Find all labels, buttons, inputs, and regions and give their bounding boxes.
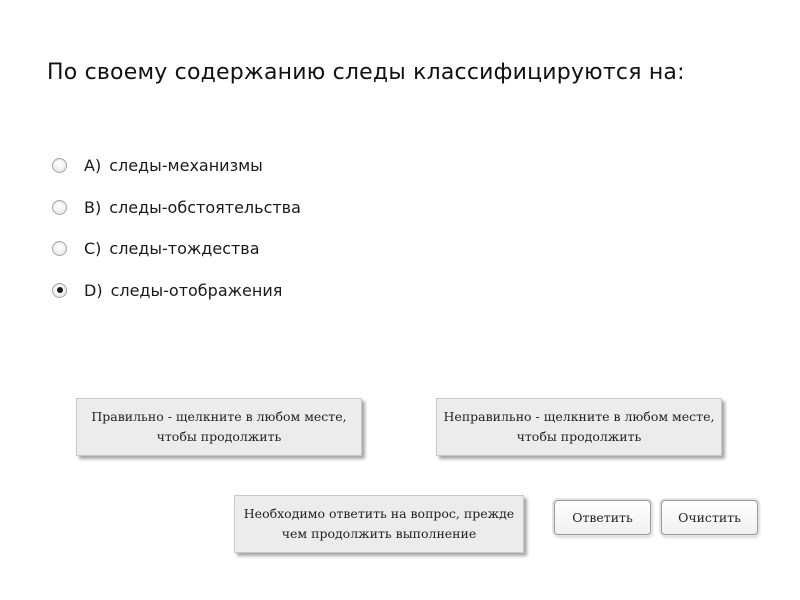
answer-required-message: Необходимо ответить на вопрос, прежде чем продолжить выполнение (234, 495, 524, 553)
correct-feedback-box[interactable]: Правильно - щелкните в любом месте, чтобы продолжить (76, 398, 362, 456)
option-a-label: следы-механизмы (109, 156, 263, 176)
radio-button-a[interactable] (52, 158, 67, 173)
option-d-label: следы-отображения (110, 280, 283, 300)
answer-button[interactable]: Ответить (554, 500, 651, 535)
option-b-label: следы-обстоятельства (109, 197, 301, 217)
option-d[interactable] (52, 270, 301, 312)
question-text: По своему содержанию следы классифицируются на: (47, 60, 685, 85)
radio-button-c[interactable] (52, 241, 67, 256)
clear-button[interactable]: Очистить (661, 500, 758, 535)
incorrect-feedback-box[interactable]: Неправильно - щелкните в любом месте, чтобы продолжить (436, 398, 722, 456)
radio-button-b[interactable] (52, 200, 67, 215)
option-a-letter: A) (84, 156, 102, 176)
answer-options (52, 145, 301, 311)
option-c-label: следы-тождества (109, 239, 260, 259)
option-c-letter: C) (84, 239, 102, 259)
option-a[interactable] (52, 145, 301, 187)
option-d-letter: D) (84, 280, 103, 300)
radio-button-d[interactable] (52, 283, 67, 298)
option-c[interactable] (52, 228, 301, 270)
option-b-letter: B) (84, 197, 102, 217)
option-b[interactable] (52, 187, 301, 229)
